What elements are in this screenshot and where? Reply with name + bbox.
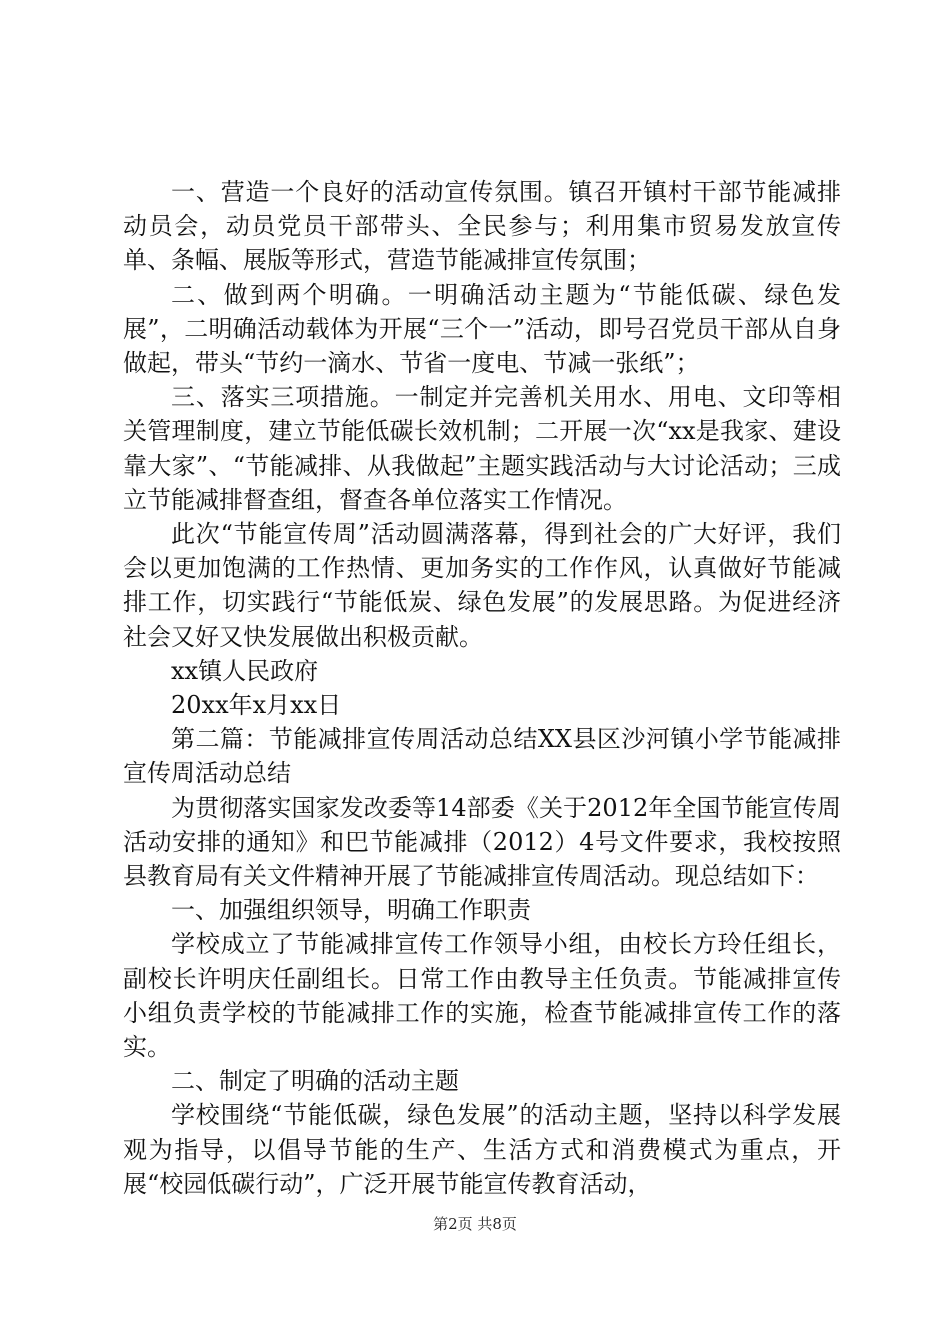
section-heading-part-two: 第二篇：节能减排宣传周活动总结XX县区沙河镇小学节能减排宣传周活动总结 [123,725,841,788]
signature-organization: xx镇人民政府 [171,656,319,685]
signature-date: 20xx年x月xx日 [171,691,342,720]
paragraph-3: 三、落实三项措施。一制定并完善机关用水、用电、文印等相关管理制度，建立节能低碳长效机制；二开展一次“xx是我家、建设靠大家”、“节能减排、从我做起”主题实践活动与大讨论活动；三成立节能减排督查组，督查各单位落实工作情况。 [123,383,841,514]
paragraph-6: 学校成立了节能减排宣传工作领导小组，由校长方玲任组长，副校长许明庆任副组长。日常工作由教导主任负责。节能减排宣传小组负责学校的节能减排工作的实施，检查节能减排宣传工作的落实。 [123,930,841,1062]
document-body [123,175,841,1201]
paragraph-7: 学校围绕“节能低碳，绿色发展”的活动主题，坚持以科学发展观为指导，以倡导节能的生产、生活方式和消费模式为重点，开展“校园低碳行动”，广泛开展节能宣传教育活动， [123,1101,841,1198]
page-number-footer: 第2页 共8页 [433,1215,517,1233]
subheading-1: 一、加强组织领导，明确工作职责 [171,896,531,925]
paragraph-1: 一、营造一个良好的活动宣传氛围。镇召开镇村干部节能减排动员会，动员党员干部带头、全民参与；利用集市贸易发放宣传单、条幅、展版等形式，营造节能减排宣传氛围； [123,178,841,275]
paragraph-4: 此次“节能宣传周”活动圆满落幕，得到社会的广大好评，我们会以更加饱满的工作热情、更加务实的工作作风，认真做好节能减排工作，切实践行“节能低炭、绿色发展”的发展思路。为促进经济社会又好又快发展做出积极贡献。 [123,520,841,651]
paragraph-2: 二、做到两个明确。一明确活动主题为“节能低碳、绿色发展”，二明确活动载体为开展“三个一”活动，即号召党员干部从自身做起，带头“节约一滴水、节省一度电、节减一张纸”； [123,280,841,378]
subheading-2: 二、制定了明确的活动主题 [171,1067,459,1096]
paragraph-5: 为贯彻落实国家发改委等14部委《关于2012年全国节能宣传周活动安排的通知》和巴节能减排（2012）4号文件要求，我校按照县教育局有关文件精神开展了节能减排宣传周活动。现总结如下： [123,793,841,891]
